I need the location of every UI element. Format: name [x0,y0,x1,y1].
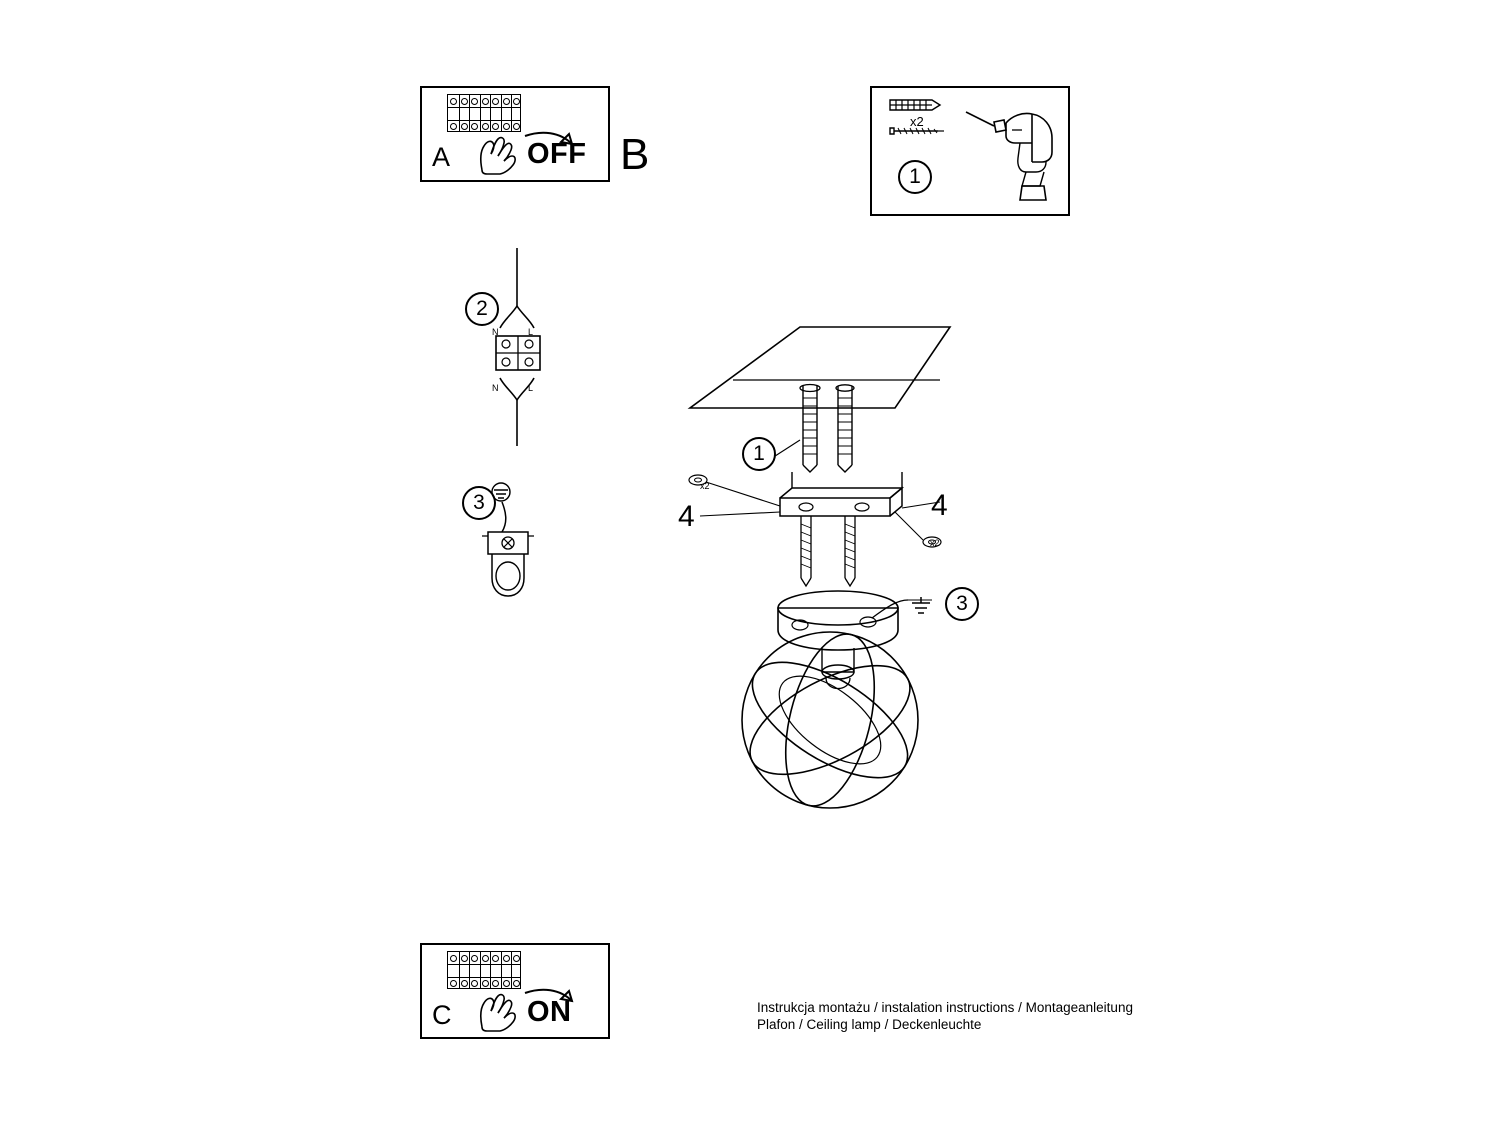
terminal-label-l-bottom: L [528,383,534,393]
caption-line-1: Instrukcja montażu / instalation instructions / Montageanleitung [757,1000,1133,1015]
earth-ground-symbol-icon-assembly [908,595,934,617]
washer-right-label: x2 [930,538,940,548]
assembly-diagram [640,300,1070,860]
step-number-3: 3 [462,486,496,520]
caption-line-2: Plafon / Ceiling lamp / Deckenleuchte [757,1017,982,1032]
panel-c-letter: C [432,1000,452,1030]
callout-1: 1 [742,437,776,471]
terminal-label-n-bottom: N [492,383,499,393]
hand-pointer-icon-a [462,126,592,178]
wall-plug-icon [888,94,948,116]
callout-4-left: 4 [678,500,695,533]
terminal-label-l-top: L [528,327,534,337]
terminal-label-n-top: N [492,327,499,337]
panel-a-letter: A [432,142,451,172]
power-drill-icon [960,96,1070,202]
washer-left-label: x2 [700,481,710,491]
panel-a-state-label: OFF [527,138,587,170]
earth-wire-terminal-icon [478,500,548,610]
panel-c-state-label: ON [527,996,572,1028]
wire-connector-icon [492,248,562,448]
panel-b-letter: B [620,130,650,179]
quantity-label: x2 [910,114,924,129]
callout-3: 3 [945,587,979,621]
step-number-1: 1 [898,160,932,194]
hand-pointer-icon-c [462,983,592,1035]
callout-4-right: 4 [931,489,948,522]
step-number-2: 2 [465,292,499,326]
